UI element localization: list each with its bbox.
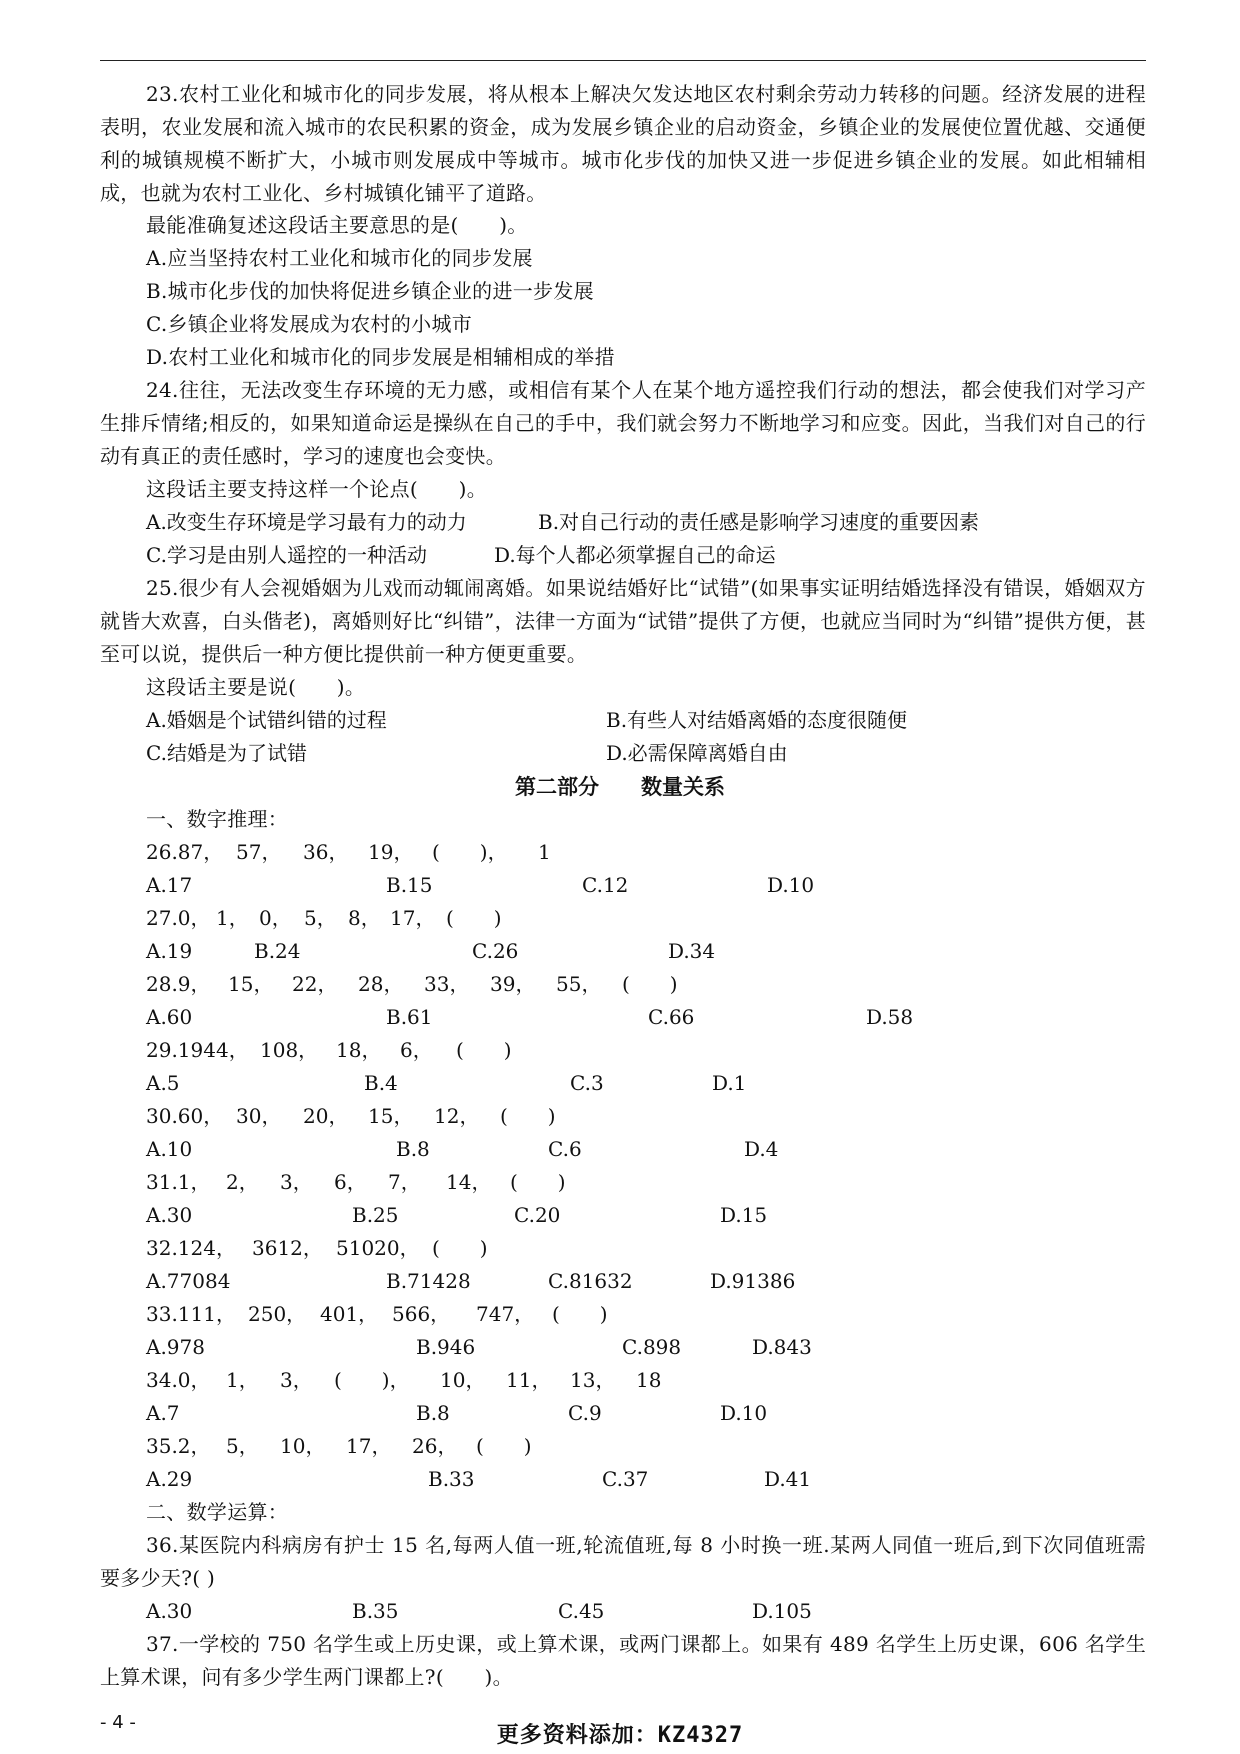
q23-question: 最能准确复述这段话主要意思的是( )。 xyxy=(146,213,528,237)
seq-item: 7， xyxy=(388,1170,421,1194)
seq-item: ( ) xyxy=(500,1104,556,1128)
seq-item: 1， xyxy=(226,1368,259,1392)
subsection-math-operations: 二、数学运算： xyxy=(146,1500,289,1524)
seq-item: 28.9， xyxy=(146,972,211,996)
option: D.843 xyxy=(752,1335,812,1359)
q23-option-b: B.城市化步伐的加快将促进乡镇企业的进一步发展 xyxy=(146,279,594,303)
page-number: - 4 - xyxy=(100,1712,136,1733)
seq-item: 0， xyxy=(259,906,292,930)
seq-item: 5， xyxy=(226,1434,259,1458)
seq-item: 747， xyxy=(476,1302,535,1326)
option: B.4 xyxy=(364,1071,398,1095)
q24-option-b: B.对自己行动的责任感是影响学习速度的重要因素 xyxy=(538,510,980,534)
option: A.978 xyxy=(146,1335,205,1359)
seq-item: 1 xyxy=(538,840,551,864)
option: D.15 xyxy=(720,1203,768,1227)
seq-item: 33.111， xyxy=(146,1302,236,1326)
seq-item: 11， xyxy=(506,1368,552,1392)
q23-option-c: C.乡镇企业将发展成为农村的小城市 xyxy=(146,312,473,336)
option: C.9 xyxy=(568,1401,602,1425)
seq-item: 566， xyxy=(392,1302,451,1326)
option: D.91386 xyxy=(710,1269,796,1293)
seq-item: 22， xyxy=(292,972,338,996)
seq-item: ( ) xyxy=(446,906,502,930)
seq-item: 28， xyxy=(358,972,404,996)
seq-item: 33， xyxy=(424,972,470,996)
seq-item: 57， xyxy=(236,840,282,864)
q25-option-b: B.有些人对结婚离婚的态度很随便 xyxy=(606,708,908,732)
seq-item: 1， xyxy=(216,906,249,930)
seq-item: 55， xyxy=(556,972,602,996)
seq-item: 14， xyxy=(446,1170,492,1194)
seq-item: 13， xyxy=(570,1368,616,1392)
seq-item: 26， xyxy=(412,1434,458,1458)
option: B.25 xyxy=(352,1203,399,1227)
option: B.24 xyxy=(254,939,301,963)
option: A.60 xyxy=(146,1005,193,1029)
q25-stem: 25.很少有人会视婚姻为儿戏而动辄闹离婚。如果说结婚好比“试错”(如果事实证明结婚选择没有错误，婚姻双方就皆大欢喜，白头偕老)，离婚则好比“纠错”，法律一方面为“试错”提供了方便，也就应当同时为“纠错”提供方便，甚至可以说，提供后一种方便比提供前一种方便更重要。 xyxy=(100,576,1146,666)
seq-item: 18， xyxy=(336,1038,382,1062)
q23-stem: 23.农村工业化和城市化的同步发展，将从根本上解决欠发达地区农村剩余劳动力转移的问题。经济发展的进程表明，农业发展和流入城市的农民积累的资金，成为发展乡镇企业的启动资金，乡镇企业的发展使位置优越、交通便利的城镇规模不断扩大，小城市则发展成中等城市。城市化步伐的加快又进一步促进乡镇企业的发展。如此相辅相成，也就为农村工业化、乡村城镇化铺平了道路。 xyxy=(100,82,1146,205)
option: D.4 xyxy=(744,1137,779,1161)
option: A.29 xyxy=(146,1467,193,1491)
seq-item: ( ) xyxy=(432,1236,488,1260)
seq-item: 17， xyxy=(346,1434,392,1458)
seq-item: 30， xyxy=(236,1104,282,1128)
section-title: 第二部分 数量关系 xyxy=(515,774,725,799)
option: D.41 xyxy=(764,1467,812,1491)
seq-item: 250， xyxy=(248,1302,307,1326)
seq-item: 3， xyxy=(280,1368,313,1392)
seq-item: 2， xyxy=(226,1170,259,1194)
seq-item: 3， xyxy=(280,1170,313,1194)
q23-option-d: D.农村工业化和城市化的同步发展是相辅相成的举措 xyxy=(146,345,615,369)
q24-option-c: C.学习是由别人遥控的一种活动 xyxy=(146,543,427,567)
q24-option-d: D.每个人都必须掌握自己的命运 xyxy=(494,543,776,567)
footer-contact: 更多资料添加：KZ4327 xyxy=(496,1723,744,1748)
option: C.45 xyxy=(558,1599,605,1623)
seq-item: 35.2， xyxy=(146,1434,211,1458)
seq-item: 51020， xyxy=(336,1236,420,1260)
seq-item: 19， xyxy=(368,840,414,864)
option: C.37 xyxy=(602,1467,649,1491)
option: B.15 xyxy=(386,873,433,897)
option: B.35 xyxy=(352,1599,399,1623)
option: B.8 xyxy=(396,1137,430,1161)
q25-option-c: C.结婚是为了试错 xyxy=(146,741,307,765)
seq-item: ( ) xyxy=(552,1302,608,1326)
seq-item: 17， xyxy=(390,906,436,930)
seq-item: 8， xyxy=(348,906,381,930)
seq-item: 6， xyxy=(400,1038,433,1062)
seq-item: 26.87， xyxy=(146,840,224,864)
option: D.1 xyxy=(712,1071,747,1095)
option: C.66 xyxy=(648,1005,695,1029)
option: D.34 xyxy=(668,939,716,963)
option: A.19 xyxy=(146,939,193,963)
seq-item: 31.1， xyxy=(146,1170,211,1194)
option: B.946 xyxy=(416,1335,476,1359)
option: A.5 xyxy=(146,1071,180,1095)
seq-item: ( ) xyxy=(476,1434,532,1458)
seq-item: 3612， xyxy=(252,1236,323,1260)
seq-item: 30.60， xyxy=(146,1104,224,1128)
seq-item: 6， xyxy=(334,1170,367,1194)
option: A.7 xyxy=(146,1401,180,1425)
option: A.10 xyxy=(146,1137,193,1161)
seq-item: 10， xyxy=(280,1434,326,1458)
option: D.105 xyxy=(752,1599,812,1623)
option: B.8 xyxy=(416,1401,450,1425)
option: A.77084 xyxy=(146,1269,231,1293)
seq-item: 10， xyxy=(440,1368,486,1392)
seq-item: ( ) xyxy=(622,972,678,996)
seq-item: 18 xyxy=(636,1368,662,1392)
option: C.12 xyxy=(582,873,629,897)
q36-stem: 36.某医院内科病房有护士 15 名,每两人值一班,轮流值班,每 8 小时换一班.某两人同值一班后,到下次同值班需要多少天?( ) xyxy=(100,1533,1146,1590)
seq-item: 401， xyxy=(320,1302,379,1326)
option: C.3 xyxy=(570,1071,604,1095)
seq-item: 20， xyxy=(303,1104,349,1128)
option: D.10 xyxy=(720,1401,768,1425)
q25-option-a: A.婚姻是个试错纠错的过程 xyxy=(146,708,387,732)
seq-item: ( )， xyxy=(432,840,508,864)
seq-item: 108， xyxy=(260,1038,319,1062)
q23-option-a: A.应当坚持农村工业化和城市化的同步发展 xyxy=(146,246,533,270)
option: A.30 xyxy=(146,1203,193,1227)
option: A.17 xyxy=(146,873,193,897)
seq-item: 15， xyxy=(228,972,274,996)
seq-item: 39， xyxy=(490,972,536,996)
option: D.10 xyxy=(767,873,815,897)
option: D.58 xyxy=(866,1005,914,1029)
seq-item: 34.0， xyxy=(146,1368,211,1392)
q24-question: 这段话主要支持这样一个论点( )。 xyxy=(146,477,488,501)
seq-item: 36， xyxy=(303,840,349,864)
q24-option-a: A.改变生存环境是学习最有力的动力 xyxy=(146,510,467,534)
seq-item: ( ) xyxy=(456,1038,512,1062)
option: C.6 xyxy=(548,1137,582,1161)
q25-option-d: D.必需保障离婚自由 xyxy=(606,741,788,765)
header-rule xyxy=(100,60,1146,61)
option: C.898 xyxy=(622,1335,682,1359)
q25-question: 这段话主要是说( )。 xyxy=(146,675,366,699)
option: B.33 xyxy=(428,1467,475,1491)
seq-item: 29.1944， xyxy=(146,1038,249,1062)
seq-item: 12， xyxy=(434,1104,480,1128)
q37-stem: 37.一学校的 750 名学生或上历史课，或上算术课，或两门课都上。如果有 489 名学生上历史课，606 名学生上算术课，问有多少学生两门课都上?( )。 xyxy=(100,1632,1146,1689)
option: B.71428 xyxy=(386,1269,471,1293)
subsection-number-reasoning: 一、数字推理： xyxy=(146,807,289,831)
seq-item: 27.0， xyxy=(146,906,211,930)
option: C.26 xyxy=(472,939,519,963)
q24-stem: 24.往往，无法改变生存环境的无力感，或相信有某个人在某个地方遥控我们行动的想法，都会使我们对学习产生排斥情绪;相反的，如果知道命运是操纵在自己的手中，我们就会努力不断地学习和应变。因此，当我们对自己的行动有真正的责任感时，学习的速度也会变快。 xyxy=(100,378,1146,468)
option: C.20 xyxy=(514,1203,561,1227)
option: A.30 xyxy=(146,1599,193,1623)
seq-item: 5， xyxy=(304,906,337,930)
seq-item: 32.124， xyxy=(146,1236,236,1260)
seq-item: ( )， xyxy=(334,1368,410,1392)
option: C.81632 xyxy=(548,1269,633,1293)
option: B.61 xyxy=(386,1005,433,1029)
seq-item: 15， xyxy=(368,1104,414,1128)
seq-item: ( ) xyxy=(510,1170,566,1194)
